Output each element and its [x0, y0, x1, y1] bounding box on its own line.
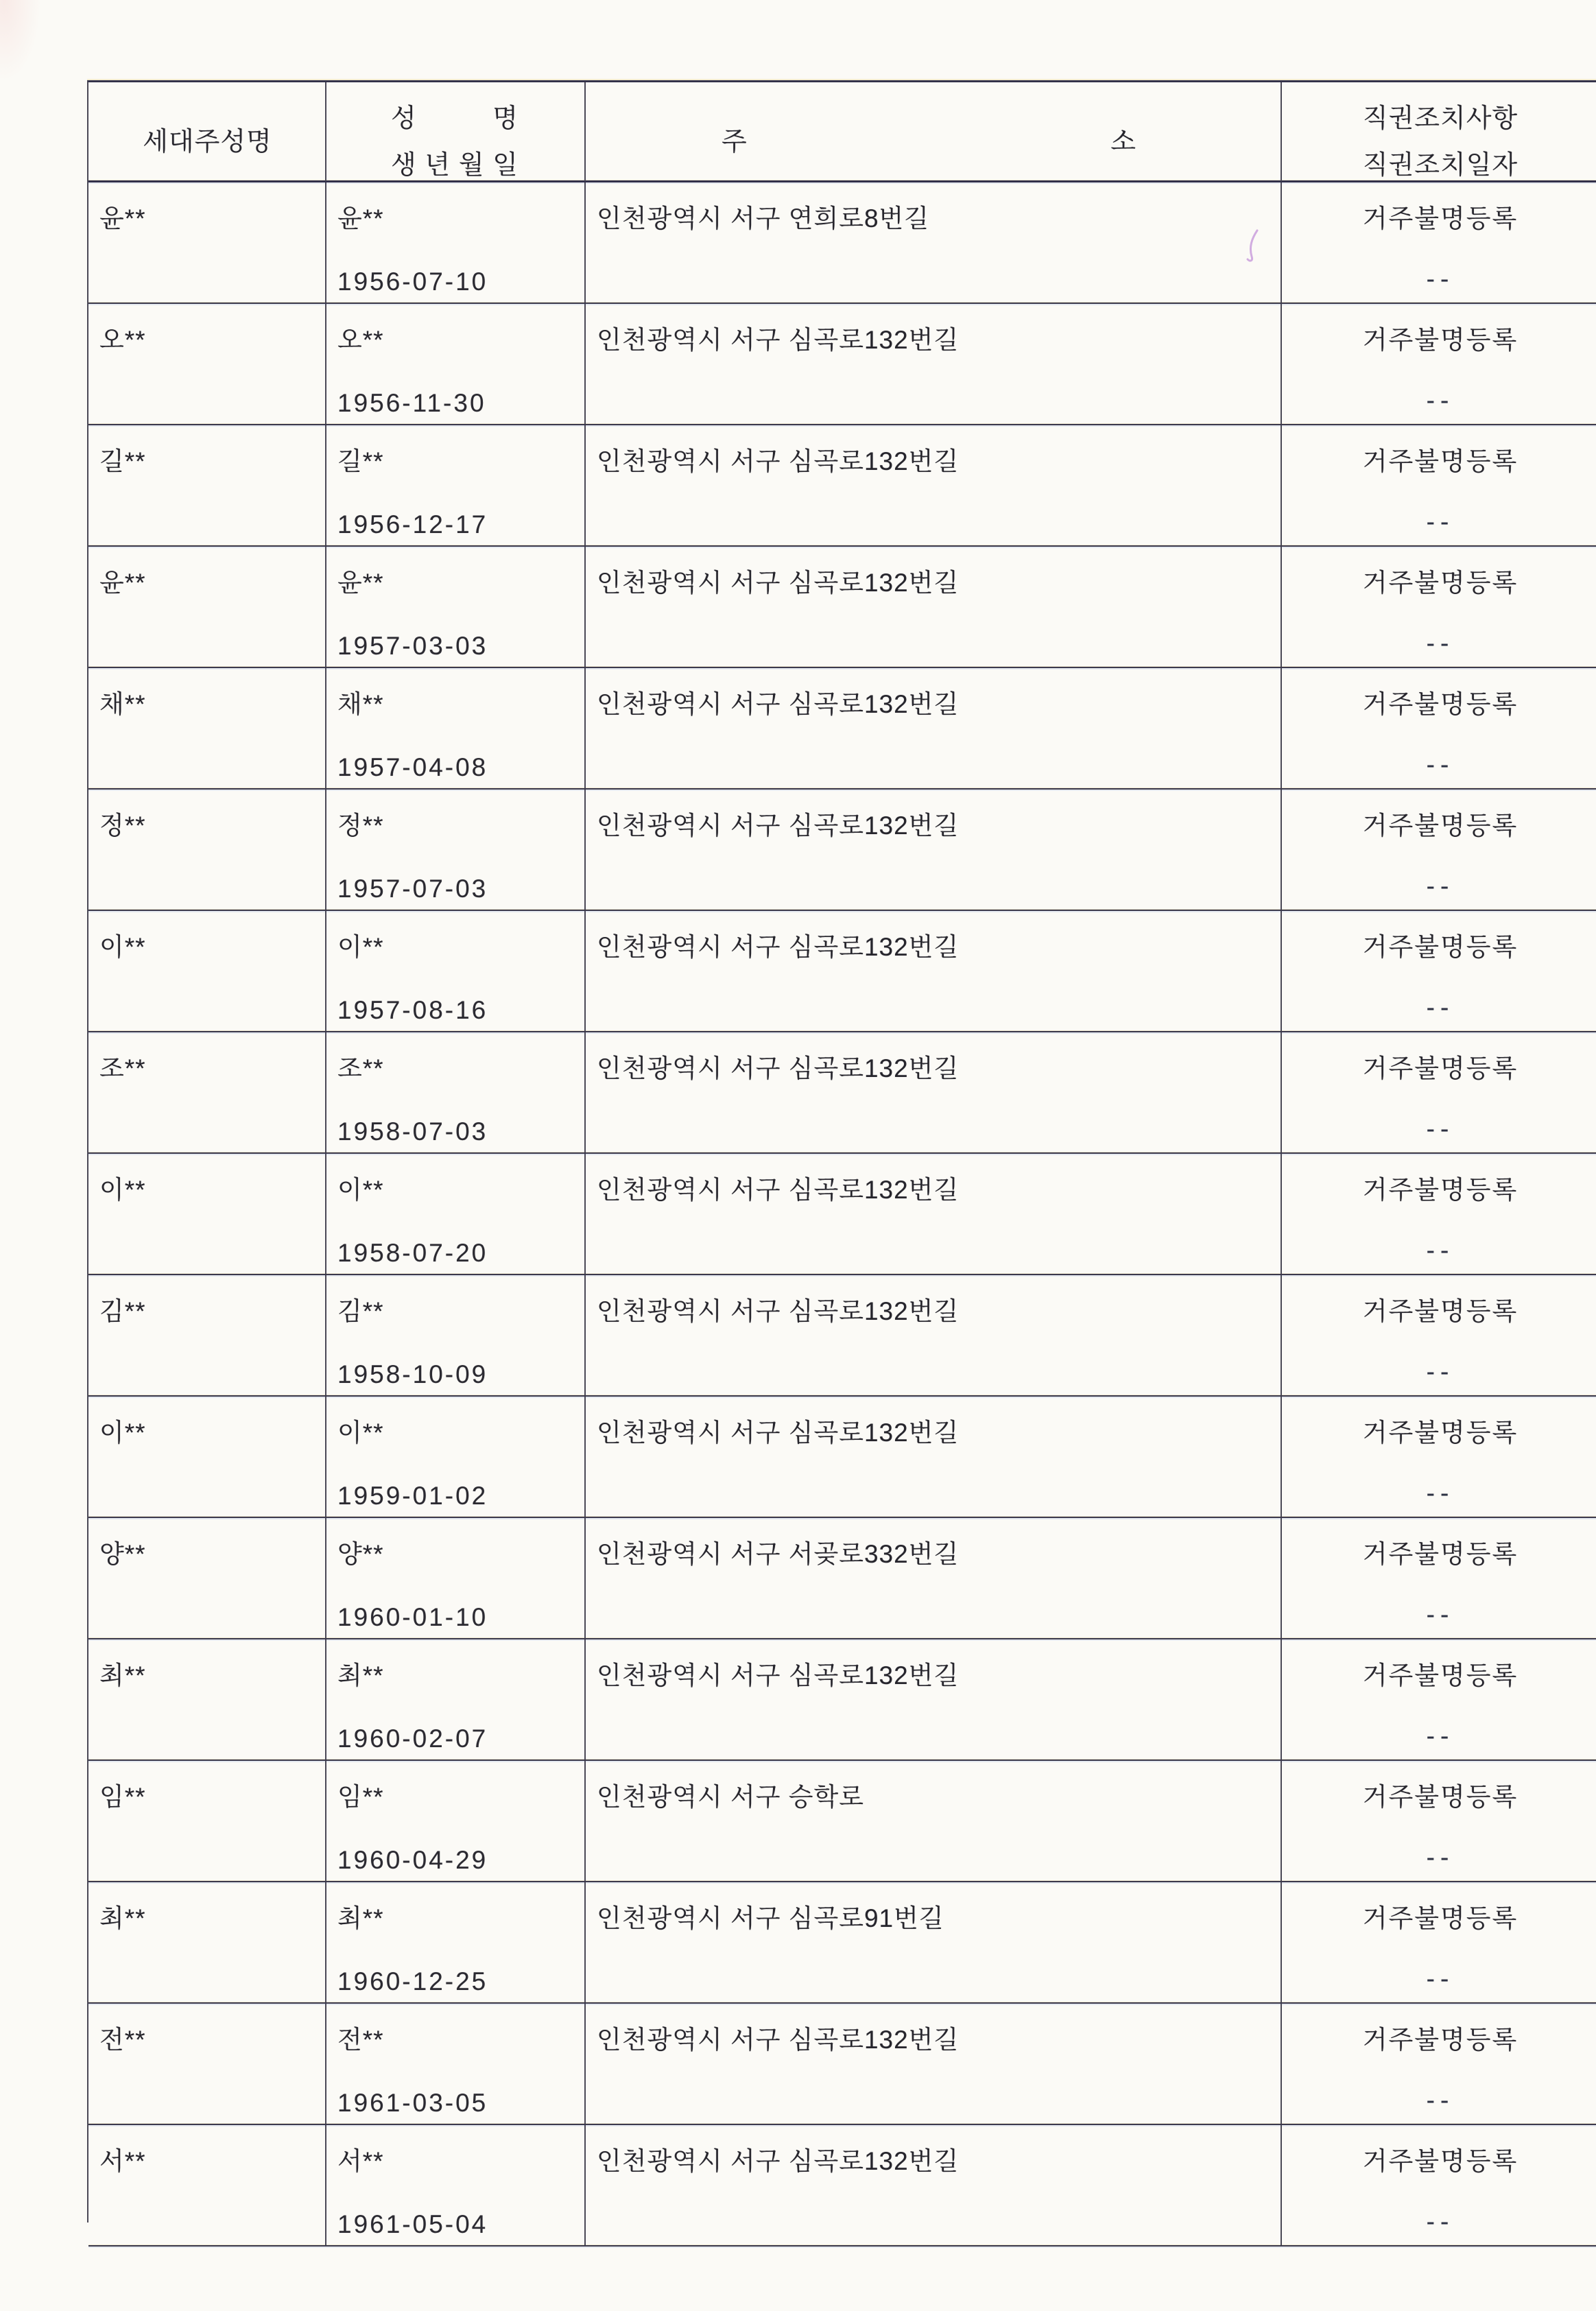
household-head-cell: 서** [99, 2147, 146, 2175]
action-cell: 거주불명등록 -- [1281, 668, 1596, 788]
address-cell: 인천광역시 서구 심곡로132번길 [584, 2004, 1281, 2124]
table-row [88, 1275, 1596, 1397]
table-row [88, 1518, 1596, 1639]
name-birth-cell: 최** 1960-12-25 [325, 1882, 584, 2002]
table-row [88, 425, 1596, 547]
header-address [584, 82, 1281, 181]
name-birth-cell: 양** 1960-01-10 [325, 1518, 584, 1638]
action-cell: 거주불명등록 -- [1281, 1032, 1596, 1152]
table-row [88, 668, 1596, 790]
table-row [88, 1639, 1596, 1761]
table-body [88, 182, 1596, 2247]
household-head-cell: 이** [99, 933, 146, 961]
household-head-cell: 임** [99, 1783, 146, 1811]
name-birth-cell: 임** 1960-04-29 [325, 1761, 584, 1881]
name-birth-cell: 채** 1957-04-08 [325, 668, 584, 788]
action-cell: 거주불명등록 -- [1281, 1275, 1596, 1395]
address-cell: 인천광역시 서구 연희로8번길 [584, 182, 1281, 303]
action-cell: 거주불명등록 -- [1281, 182, 1596, 303]
header-household-head [88, 82, 325, 181]
address-cell: 인천광역시 서구 서곶로332번길 [584, 1518, 1281, 1638]
table-row [88, 304, 1596, 425]
name-birth-cell: 윤** 1956-07-10 [325, 182, 584, 303]
table-row [88, 182, 1596, 304]
action-cell: 거주불명등록 -- [1281, 911, 1596, 1031]
household-head-cell: 이** [99, 1176, 146, 1204]
address-cell: 인천광역시 서구 심곡로132번길 [584, 1397, 1281, 1517]
header-action-label-1: 직권조치사항 [1362, 104, 1518, 133]
resident-register-table [87, 80, 1596, 2238]
household-head-cell: 양** [99, 1540, 146, 1568]
table-row [88, 1154, 1596, 1275]
name-birth-cell: 이** 1957-08-16 [325, 911, 584, 1031]
action-cell: 거주불명등록 -- [1281, 1397, 1596, 1517]
action-cell: 거주불명등록 -- [1281, 2125, 1596, 2245]
household-head-cell: 정** [99, 811, 146, 840]
table-row [88, 1761, 1596, 1882]
household-head-cell: 길** [99, 447, 146, 475]
table-row [88, 1882, 1596, 2004]
table-row [88, 2004, 1596, 2125]
table-row [88, 790, 1596, 911]
action-cell: 거주불명등록 -- [1281, 1154, 1596, 1274]
action-cell: 거주불명등록 -- [1281, 790, 1596, 910]
name-birth-cell: 김** 1958-10-09 [325, 1275, 584, 1395]
header-birth-label: 생 년 월 일 [391, 151, 519, 180]
address-cell: 인천광역시 서구 심곡로132번길 [584, 1032, 1281, 1152]
header-action-label-2: 직권조치일자 [1362, 151, 1518, 180]
action-cell: 거주불명등록 -- [1281, 547, 1596, 667]
name-birth-cell: 이** 1958-07-20 [325, 1154, 584, 1274]
household-head-cell: 최** [99, 1904, 146, 1932]
name-birth-cell: 길** 1956-12-17 [325, 425, 584, 545]
address-cell: 인천광역시 서구 심곡로132번길 [584, 790, 1281, 910]
header-address-label: 주 소 [722, 128, 1136, 156]
address-cell: 인천광역시 서구 심곡로132번길 [584, 668, 1281, 788]
header-action [1281, 82, 1596, 181]
action-cell: 거주불명등록 -- [1281, 1882, 1596, 2002]
household-head-cell: 최** [99, 1661, 146, 1690]
name-birth-cell: 전** 1961-03-05 [325, 2004, 584, 2124]
table-row [88, 547, 1596, 668]
address-cell: 인천광역시 서구 심곡로132번길 [584, 304, 1281, 424]
address-cell: 인천광역시 서구 심곡로91번길 [584, 1882, 1281, 2002]
action-cell: 거주불명등록 -- [1281, 1518, 1596, 1638]
header-household-head-label: 세대주성명 [143, 128, 272, 156]
address-cell: 인천광역시 서구 심곡로132번길 [584, 1639, 1281, 1759]
household-head-cell: 전** [99, 2026, 146, 2054]
address-cell: 인천광역시 서구 승학로 [584, 1761, 1281, 1881]
action-cell: 거주불명등록 -- [1281, 304, 1596, 424]
name-birth-cell: 윤** 1957-03-03 [325, 547, 584, 667]
header-name-label: 성 명 [391, 104, 519, 133]
name-birth-cell: 최** 1960-02-07 [325, 1639, 584, 1759]
purple-pen-scribble [1231, 226, 1279, 268]
address-cell: 인천광역시 서구 심곡로132번길 [584, 2125, 1281, 2245]
action-cell: 거주불명등록 -- [1281, 2004, 1596, 2124]
household-head-cell: 이** [99, 1419, 146, 1447]
name-birth-cell: 오** 1956-11-30 [325, 304, 584, 424]
action-cell: 거주불명등록 -- [1281, 425, 1596, 545]
action-cell: 거주불명등록 -- [1281, 1761, 1596, 1881]
address-cell: 인천광역시 서구 심곡로132번길 [584, 425, 1281, 545]
name-birth-cell: 서** 1961-05-04 [325, 2125, 584, 2245]
household-head-cell: 윤** [99, 569, 146, 597]
table-row [88, 1032, 1596, 1154]
household-head-cell: 조** [99, 1054, 146, 1082]
household-head-cell: 윤** [99, 204, 146, 233]
address-cell: 인천광역시 서구 심곡로132번길 [584, 1275, 1281, 1395]
household-head-cell: 오** [99, 326, 146, 354]
address-cell: 인천광역시 서구 심곡로132번길 [584, 547, 1281, 667]
name-birth-cell: 이** 1959-01-02 [325, 1397, 584, 1517]
header-name-birth [325, 82, 584, 181]
household-head-cell: 김** [99, 1297, 146, 1325]
table-row [88, 911, 1596, 1032]
household-head-cell: 채** [99, 690, 146, 718]
address-cell: 인천광역시 서구 심곡로132번길 [584, 1154, 1281, 1274]
name-birth-cell: 정** 1957-07-03 [325, 790, 584, 910]
table-row [88, 2125, 1596, 2247]
address-cell: 인천광역시 서구 심곡로132번길 [584, 911, 1281, 1031]
action-cell: 거주불명등록 -- [1281, 1639, 1596, 1759]
table-header-row [88, 82, 1596, 182]
name-birth-cell: 조** 1958-07-03 [325, 1032, 584, 1152]
table-row [88, 1397, 1596, 1518]
